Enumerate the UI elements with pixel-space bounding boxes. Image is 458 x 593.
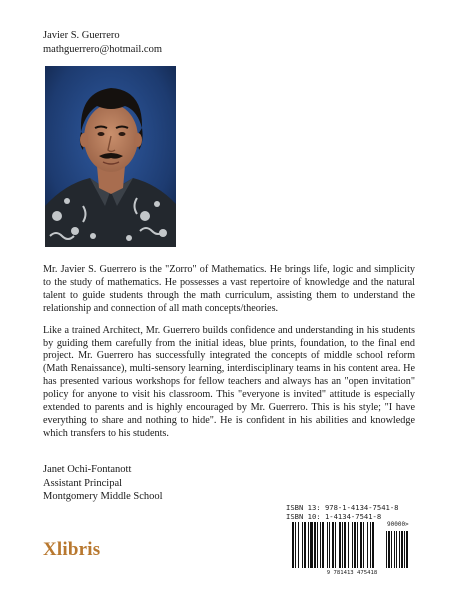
barcode-addon-bar <box>396 531 397 568</box>
endorser-signature <box>43 463 163 504</box>
barcode-bar <box>352 522 353 568</box>
barcode-addon-bar <box>388 531 390 568</box>
barcode-bar <box>310 522 313 568</box>
barcode-bar <box>329 522 330 568</box>
barcode-bar <box>295 522 296 568</box>
barcode-bar <box>372 522 374 568</box>
author-email: mathguerrero@hotmail.com <box>43 43 163 55</box>
barcode-bar <box>344 522 346 568</box>
barcode-bar <box>320 522 321 568</box>
barcode-addon-bar <box>394 531 395 568</box>
barcode-addon-bar <box>401 531 403 568</box>
barcode-bar <box>317 522 318 568</box>
isbn-13: ISBN 13: 978-1-4134-7541-8 <box>286 503 399 512</box>
barcode-bar <box>339 522 341 568</box>
author-bio <box>43 264 415 450</box>
barcode-bar <box>298 522 299 568</box>
author-name: Javier S. Guerrero <box>43 30 120 41</box>
isbn-block <box>286 503 416 521</box>
barcode-bar <box>327 522 328 568</box>
barcode-bars <box>290 522 414 570</box>
barcode-bar <box>370 522 371 568</box>
barcode-number: 9 781413 475418 <box>326 570 378 576</box>
barcode-bar <box>354 522 356 568</box>
barcode-addon-bar <box>406 531 408 568</box>
barcode-bar <box>357 522 358 568</box>
barcode-addon-bar <box>399 531 400 568</box>
barcode-bar <box>332 522 334 568</box>
barcode-bar <box>304 522 306 568</box>
endorser-school: Montgomery Middle School <box>43 491 163 502</box>
barcode-addon-bar <box>386 531 387 568</box>
barcode-bar <box>308 522 309 568</box>
isbn-10: ISBN 10: 1-4134-7541-8 <box>286 512 382 521</box>
barcode-bar <box>335 522 336 568</box>
endorser-title: Assistant Principal <box>43 477 123 489</box>
barcode-addon-bar <box>404 531 405 568</box>
barcode-bar <box>302 522 303 568</box>
publisher-logo: Xlibris <box>43 539 101 560</box>
author-photo <box>45 66 176 247</box>
price-code: 90000> <box>387 521 409 528</box>
barcode-bar <box>342 522 343 568</box>
bio-paragraph-2: Like a trained Architect, Mr. Guerrero builds confidence and understanding in his students by guiding them carefully from the initial ideas, blue prints, foundation, to the final end project. Mr. Guerrero has successfully integrated the concepts of middle school reform (Math Renaissance), multi-sensory learning, interdisciplinary teams in his content area. He has presented various workshops for fellow teachers and always has an "open invitation" policy for anyone to visit his classroom. This "everyone is invited" attitude is especially extended to parents and is highly encouraged by Mr. Guerrero. This is his style; "I have everything to share and nothing to hide". He is confident in his abilities and knowledge which transfers to his students. <box>43 324 415 439</box>
barcode-bar <box>360 522 362 568</box>
barcode-bar <box>363 522 364 568</box>
barcode-bar <box>367 522 368 568</box>
bio-paragraph-1: Mr. Javier S. Guerrero is the "Zorro" of Mathematics. He brings life, logic and simplicity to the study of mathematics. He possesses a vast repertoire of knowledge and the natural talent to guide students through the math curriculum, assisting them to understand the relationship and connection of all math concepts/theories. <box>43 264 415 314</box>
barcode-bar <box>292 522 294 568</box>
barcode <box>290 522 414 580</box>
barcode-addon-bar <box>391 531 392 568</box>
barcode-bar <box>348 522 349 568</box>
barcode-bar <box>322 522 324 568</box>
author-info <box>43 29 162 56</box>
endorser-name: Janet Ochi-Fontanott <box>43 464 132 475</box>
barcode-bar <box>314 522 316 568</box>
